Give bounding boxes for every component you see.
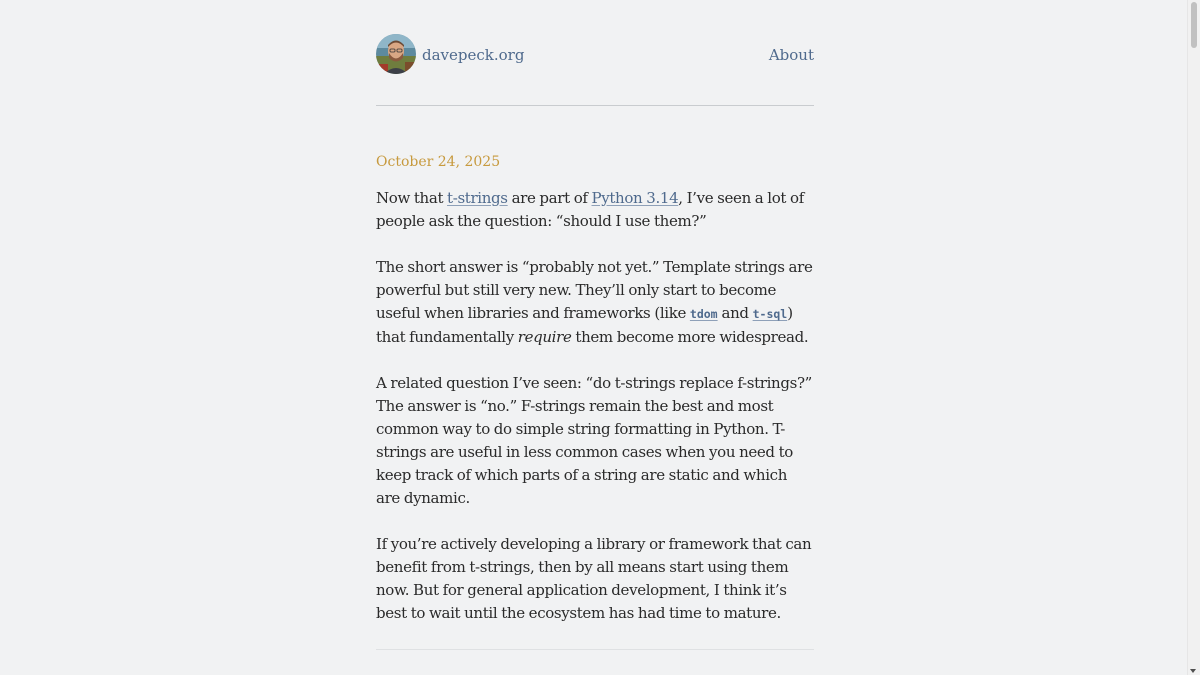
- t-strings-link[interactable]: t-strings: [447, 189, 508, 207]
- require-emphasis: require: [517, 328, 572, 346]
- p1-text-2: are part of: [507, 189, 592, 207]
- footer-divider: [376, 649, 814, 650]
- page-container: [376, 0, 814, 622]
- t-sql-link[interactable]: [753, 304, 788, 322]
- tdom-code: tdom: [689, 307, 718, 321]
- paragraph-4: If you’re actively developing a library or framework that can benefit from t-strings, then by all means start using them now. But for general application development, I think it’s best to wait until the ecosystem has had time to mature.: [376, 535, 812, 622]
- p2-text-4: them become more widespread.: [571, 328, 809, 346]
- avatar[interactable]: [376, 34, 416, 74]
- p2-text-2: and: [717, 304, 753, 322]
- avatar-photo-icon: [376, 34, 416, 74]
- paragraph-2: [376, 256, 814, 349]
- p1-text-3: , I’ve seen a lot of people ask the question: “should I use them?”: [376, 189, 804, 230]
- site-header: [376, 0, 814, 106]
- scroll-down-arrow-icon[interactable]: [1190, 669, 1196, 673]
- p2-text-1: The short answer is “probably not yet.” Template strings are powerful but still very new. They’ll only start to become useful when libraries and frameworks (like: [376, 258, 813, 322]
- scrollbar-thumb[interactable]: [1191, 2, 1197, 48]
- paragraph-3: A related question I’ve seen: “do t-strings replace f-strings?” The answer is “no.” F-strings remain the best and most common way to do simple string formatting in Python. T-strings are useful in less common cases when you need to keep track of which parts of a string are static and which are dynamic.: [376, 374, 812, 507]
- site-name-link[interactable]: davepeck.org: [422, 46, 525, 64]
- post-date: October 24, 2025: [376, 154, 501, 170]
- python-3-14-link[interactable]: Python 3.14: [591, 189, 679, 207]
- p1-text-1: Now that: [376, 189, 448, 207]
- tdom-link[interactable]: [690, 304, 718, 322]
- vertical-scrollbar[interactable]: [1187, 0, 1200, 675]
- p2-text-3: ) that fundamentally: [376, 304, 793, 346]
- post-body: [376, 187, 814, 648]
- about-link[interactable]: About: [768, 46, 814, 64]
- t-sql-code: t-sql: [752, 307, 788, 321]
- paragraph-1: [376, 187, 814, 233]
